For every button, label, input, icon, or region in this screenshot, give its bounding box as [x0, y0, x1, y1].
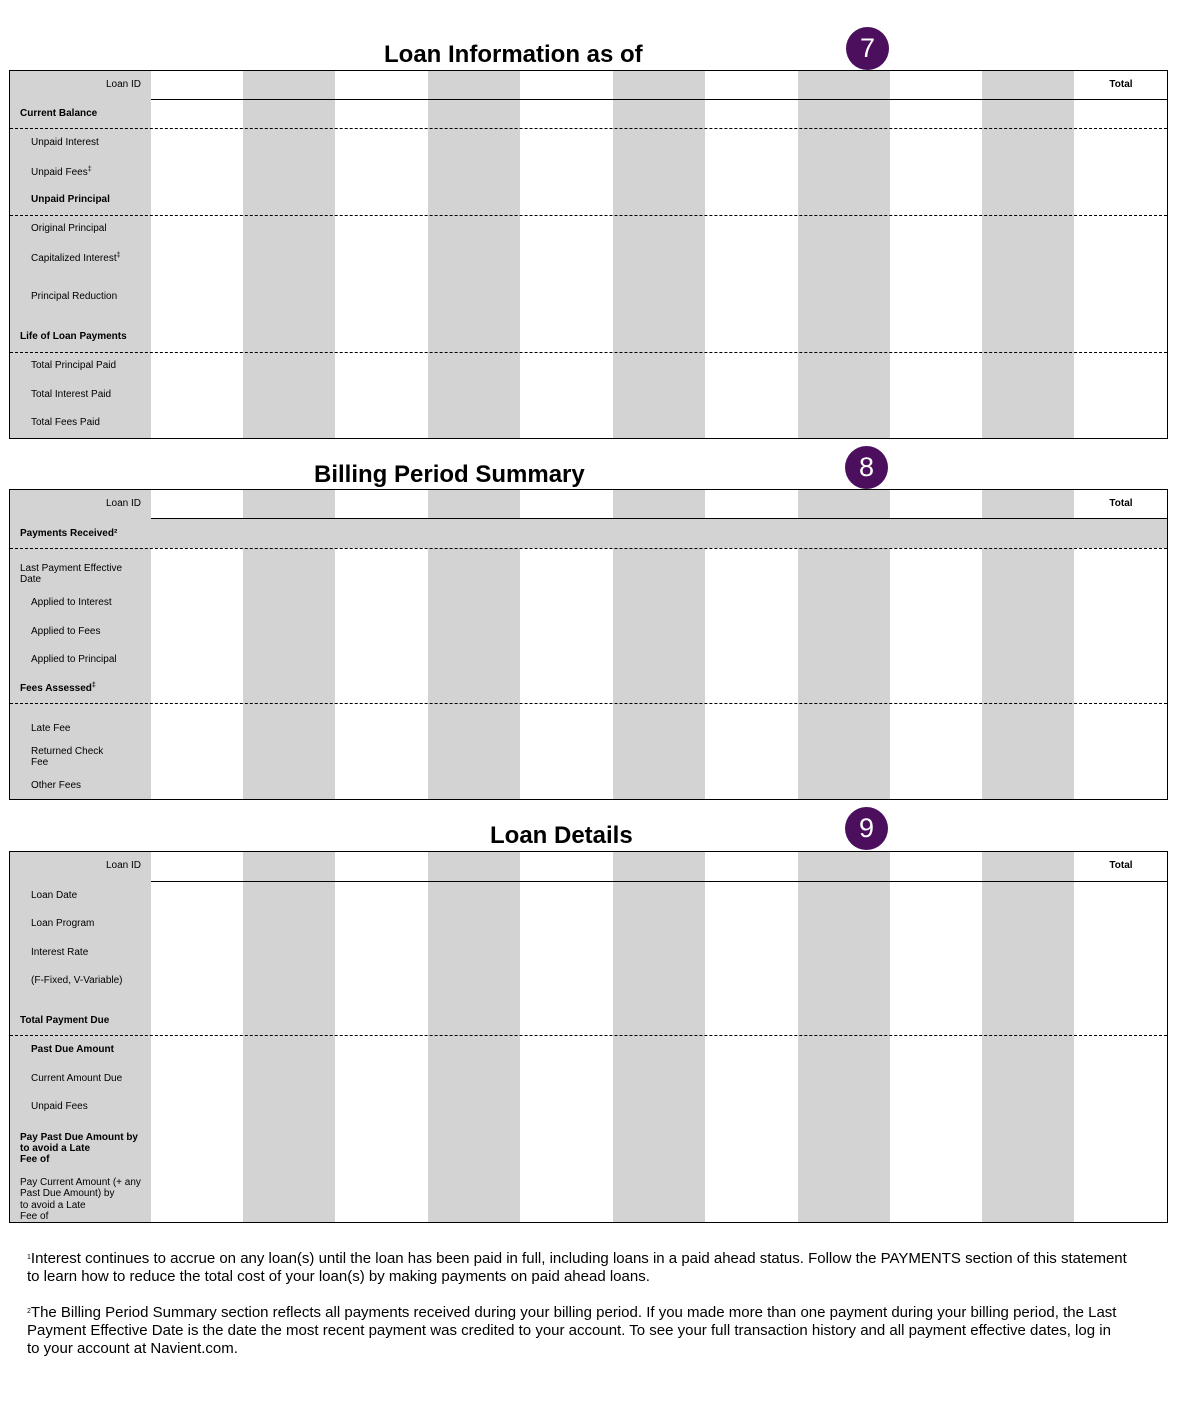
loan-date-label: Loan Date: [31, 890, 78, 901]
section-number-badge: 9: [845, 807, 888, 850]
double-dagger-mark: ‡: [116, 252, 121, 259]
loan-information-table: [9, 70, 1168, 439]
pay-past-due-label-line2: to avoid a Late: [20, 1143, 91, 1154]
unpaid-fees-label: Unpaid Fees: [31, 1101, 88, 1112]
current-balance-label: Current Balance: [20, 108, 98, 119]
loan-information-section: [9, 33, 1168, 440]
unpaid-fees-label: Unpaid Fees‡: [31, 166, 92, 178]
total-payment-due-label: Total Payment Due: [20, 1015, 110, 1026]
total-fees-paid-label: Total Fees Paid: [31, 417, 100, 428]
unpaid-principal-label: Unpaid Principal: [31, 194, 110, 205]
payments-received-label: Payments Received²: [20, 528, 118, 539]
footnote-1: [27, 1250, 1127, 1286]
billing-period-summary-table: [9, 489, 1168, 800]
footnote-2-mark: 2: [27, 1308, 31, 1315]
section-number-badge: 7: [846, 27, 889, 70]
returned-check-fee-label: Returned Check: [31, 746, 104, 757]
last-payment-effective-date-label: Last Payment Effective: [20, 563, 123, 574]
loan-id-label: Loan ID: [105, 79, 141, 90]
pay-current-label-line3: to avoid a Late: [20, 1200, 86, 1211]
past-due-amount-label: Past Due Amount: [31, 1044, 114, 1055]
life-of-loan-payments-label: Life of Loan Payments: [20, 331, 127, 342]
total-principal-paid-label: Total Principal Paid: [31, 360, 117, 371]
double-dagger-mark: ‡: [87, 166, 92, 173]
footnote-2-text: The Billing Period Summary section reflects all payments received during your billing period. If you made more than one payment during your billing period, the Last Payment Effective Date is the date the most recent payment was credited to your account. To see your full transaction history and all payment effective dates, log in to your account at Navient.com.: [27, 1304, 1117, 1357]
pay-past-due-label: Pay Past Due Amount by: [20, 1132, 138, 1143]
loan-information-title: Loan Information as of: [384, 41, 643, 68]
total-interest-paid-label: Total Interest Paid: [31, 389, 112, 400]
original-principal-label: Original Principal: [31, 223, 107, 234]
applied-to-fees-label: Applied to Fees: [31, 626, 101, 637]
last-payment-effective-date-label-line2: Date: [20, 574, 42, 585]
capitalized-interest-label: Capitalized Interest‡: [31, 252, 121, 264]
footnotes: [27, 1250, 1127, 1358]
loan-program-label: Loan Program: [31, 918, 95, 929]
pay-current-label-line4: Fee of: [20, 1211, 49, 1222]
loan-id-label: Loan ID: [105, 498, 141, 509]
section-number-badge: 8: [845, 446, 888, 489]
fees-assessed-label: Fees Assessed‡: [20, 682, 96, 694]
total-label: Total: [1109, 79, 1133, 90]
billing-period-summary-title: Billing Period Summary: [314, 461, 585, 488]
total-label: Total: [1109, 860, 1133, 871]
applied-to-principal-label: Applied to Principal: [31, 654, 117, 665]
loan-id-label: Loan ID: [105, 860, 141, 871]
applied-to-interest-label: Applied to Interest: [31, 597, 112, 608]
late-fee-label: Late Fee: [31, 723, 71, 734]
returned-check-fee-label-line2: Fee: [31, 757, 49, 768]
loan-details-table: [9, 851, 1168, 1223]
footnote-1-text: Interest continues to accrue on any loan(s) until the loan has been paid in full, including loans in a paid ahead status. Follow the PAYMENTS section of this statement to learn how to reduce the total cost of your loan(s) by making payments on paid ahead loans.: [27, 1250, 1127, 1285]
double-dagger-mark: ‡: [91, 682, 96, 689]
total-label: Total: [1109, 498, 1133, 509]
pay-current-label: Pay Current Amount (+ any: [20, 1177, 141, 1188]
rate-type-label: (F-Fixed, V-Variable): [31, 975, 123, 986]
loan-details-title: Loan Details: [490, 822, 633, 849]
loan-details-section: [9, 813, 1168, 1225]
pay-current-label-line2: Past Due Amount) by: [20, 1188, 115, 1199]
interest-rate-label: Interest Rate: [31, 947, 89, 958]
billing-period-summary-section: [9, 452, 1168, 802]
principal-reduction-label: Principal Reduction: [31, 291, 118, 302]
current-amount-due-label: Current Amount Due: [31, 1073, 123, 1084]
footnote-1-mark: 1: [27, 1254, 31, 1261]
other-fees-label: Other Fees: [31, 780, 82, 791]
footnote-2: [27, 1304, 1127, 1358]
unpaid-interest-label: Unpaid Interest: [31, 137, 99, 148]
pay-past-due-label-line3: Fee of: [20, 1154, 50, 1165]
